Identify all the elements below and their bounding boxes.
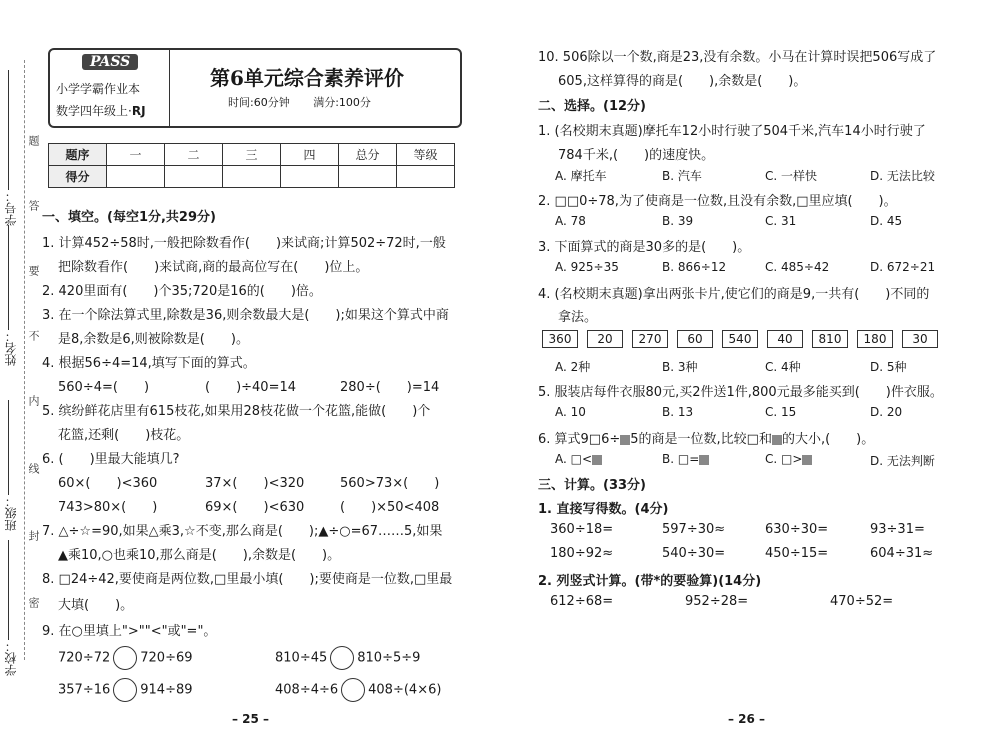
option-b[interactable]: B. 汽车 <box>662 169 702 183</box>
compare-expr: 810÷45 <box>275 650 328 666</box>
number-card[interactable]: 20 <box>587 330 623 348</box>
page-number: – 25 – <box>232 712 270 726</box>
question-line: 4. 根据56÷4=14,填写下面的算式。 <box>42 356 256 371</box>
number-card[interactable]: 540 <box>722 330 758 348</box>
question-line: 560>73×( ) <box>340 476 440 491</box>
question-line: 拿法。 <box>558 310 598 325</box>
option-text: B. □= <box>662 452 700 466</box>
section-choice: 二、选择。(12分) <box>538 99 646 114</box>
score-input-cell[interactable] <box>223 166 281 188</box>
option-d[interactable]: D. 5种 <box>870 360 907 374</box>
name-underline <box>8 225 9 330</box>
seal-word: 不 <box>27 330 40 341</box>
calc-item: 952÷28= <box>685 594 749 609</box>
question-line: 花篮,还剩( )枝花。 <box>58 428 190 443</box>
school-label: 学校： <box>4 640 18 676</box>
option-c[interactable]: C. 一样快 <box>765 169 818 183</box>
option-a[interactable]: A. 摩托车 <box>555 169 607 183</box>
binding-gutter <box>0 0 40 751</box>
option-b[interactable]: B. 13 <box>662 405 694 419</box>
table-cell: 等级 <box>397 144 455 166</box>
question-line: 60×( )<360 <box>58 476 158 491</box>
option-a[interactable]: A. 78 <box>555 214 586 228</box>
seal-word: 内 <box>27 395 40 406</box>
question-line: 4. (名校期末真题)拿出两张卡片,使它们的商是9,一共有( )不同的 <box>538 287 930 302</box>
compare-expr: 408÷(4×6) <box>368 682 442 698</box>
number-card[interactable]: 40 <box>767 330 803 348</box>
number-card[interactable]: 270 <box>632 330 668 348</box>
calc-item: 597÷30≈ <box>662 522 726 537</box>
exam-info <box>228 94 391 110</box>
name-label: 姓名： <box>4 330 18 366</box>
option-a[interactable] <box>555 452 602 466</box>
option-c[interactable]: C. 4种 <box>765 360 801 374</box>
table-cell: 三 <box>223 144 281 166</box>
table-cell: 总分 <box>339 144 397 166</box>
book-grade <box>56 102 146 119</box>
option-a[interactable]: A. 10 <box>555 405 586 419</box>
question-line: 69×( )<630 <box>205 500 305 515</box>
score-input-cell[interactable] <box>107 166 165 188</box>
question-text: 6. 算式9□6÷ <box>538 432 621 447</box>
score-input-cell[interactable] <box>397 166 455 188</box>
sub-section: 2. 列竖式计算。(带*的要验算)(14分) <box>538 574 762 589</box>
table-cell: 四 <box>281 144 339 166</box>
unit-title: 第6单元综合素养评价 <box>210 66 404 90</box>
calc-item: 470÷52= <box>830 594 894 609</box>
compare-expr: 914÷89 <box>140 682 193 698</box>
class-label: 班级： <box>4 495 18 531</box>
table-row <box>49 166 455 188</box>
question-line: ( )×50<408 <box>340 500 440 515</box>
question-line: 560÷4=( ) <box>58 380 150 395</box>
seal-line <box>24 60 25 660</box>
question-line: 2. □□0÷78,为了使商是一位数,且没有余数,□里应填( )。 <box>538 194 897 209</box>
score-input-cell[interactable] <box>165 166 223 188</box>
question-line <box>538 428 874 447</box>
number-card[interactable]: 360 <box>542 330 578 348</box>
table-row <box>49 144 455 166</box>
compare-expr: 357÷16 <box>58 682 111 698</box>
question-line: 37×( )<320 <box>205 476 305 491</box>
option-d[interactable]: D. 45 <box>870 214 903 228</box>
option-text: A. □< <box>555 452 593 466</box>
question-line: 是8,余数是6,则被除数是( )。 <box>58 332 249 347</box>
question-line: 9. 在○里填上">""<"或"="。 <box>42 624 217 639</box>
book-title: 小学学霸作业本 <box>56 82 141 96</box>
class-underline <box>8 400 9 495</box>
gray-square-icon <box>802 455 812 465</box>
question-line: 5. 服装店每件衣服80元,买2件送1件,800元最多能买到( )件衣服。 <box>538 385 943 400</box>
exam-full-score: 满分:100分 <box>313 96 371 109</box>
compare-expr: 720÷69 <box>140 650 193 666</box>
calc-item: 604÷31≈ <box>870 546 934 561</box>
compare-circle[interactable] <box>113 646 137 670</box>
option-d[interactable]: D. 无法判断 <box>870 454 935 468</box>
option-a[interactable]: A. 2种 <box>555 360 591 374</box>
compare-circle[interactable] <box>341 678 365 702</box>
option-d[interactable]: D. 无法比较 <box>870 169 935 183</box>
table-cell: 二 <box>165 144 223 166</box>
seal-word: 封 <box>27 530 40 541</box>
calc-item: 360÷18= <box>550 522 614 537</box>
section-calc: 三、计算。(33分) <box>538 478 646 493</box>
question-line: 2. 420里面有( )个35;720是16的( )倍。 <box>42 284 322 299</box>
question-line: 6. ( )里最大能填几? <box>42 452 180 467</box>
compare-row <box>58 646 193 670</box>
question-line: ( )÷40=14 <box>205 380 297 395</box>
question-line: 1. 计算452÷58时,一般把除数看作( )来试商;计算502÷72时,一般 <box>42 236 446 251</box>
calc-item: 450÷15= <box>765 546 829 561</box>
question-line: 1. (名校期末真题)摩托车12小时行驶了504千米,汽车14小时行驶了 <box>538 124 926 139</box>
question-line: 10. 506除以一个数,商是23,没有余数。小马在计算时误把506写成了 <box>538 50 937 65</box>
compare-expr: 720÷72 <box>58 650 111 666</box>
question-line: 280÷( )=14 <box>340 380 440 395</box>
sub-section: 1. 直接写得数。(4分) <box>538 502 669 517</box>
seal-word: 答 <box>27 200 40 211</box>
question-line: 605,这样算得的商是( ),余数是( )。 <box>558 74 807 89</box>
pass-logo: PASS <box>82 54 138 70</box>
question-text: 的大小,( )。 <box>781 432 875 447</box>
table-cell: 一 <box>107 144 165 166</box>
question-line: 784千米,( )的速度快。 <box>558 148 715 163</box>
book-grade-text: 数学四年级上· <box>56 104 132 118</box>
question-line: 8. □24÷42,要使商是两位数,□里最小填( );要使商是一位数,□里最 <box>42 572 453 587</box>
compare-row <box>275 678 441 702</box>
question-line: 3. 在一个除法算式里,除数是36,则余数最大是( );如果这个算式中商 <box>42 308 449 323</box>
number-card[interactable]: 810 <box>812 330 848 348</box>
option-b[interactable]: B. 39 <box>662 214 694 228</box>
gray-square-icon <box>699 455 709 465</box>
compare-expr: 810÷5÷9 <box>357 650 421 666</box>
calc-item: 540÷30= <box>662 546 726 561</box>
seal-word: 密 <box>27 597 40 608</box>
gray-square-icon <box>620 435 630 445</box>
table-cell: 得分 <box>49 166 107 188</box>
gray-square-icon <box>772 435 782 445</box>
option-d[interactable]: D. 20 <box>870 405 903 419</box>
table-cell: 题序 <box>49 144 107 166</box>
score-input-cell[interactable] <box>339 166 397 188</box>
number-cards <box>542 330 938 348</box>
page-number: – 26 – <box>728 712 766 726</box>
option-d[interactable]: D. 672÷21 <box>870 260 936 274</box>
option-c[interactable]: C. 485÷42 <box>765 260 830 274</box>
gray-square-icon <box>592 455 602 465</box>
option-c[interactable] <box>765 452 812 466</box>
calc-item: 93÷31= <box>870 522 925 537</box>
exam-time: 时间:60分钟 <box>228 96 290 109</box>
question-text: 5的商是一位数,比较□和 <box>630 432 772 447</box>
school-underline <box>8 540 9 640</box>
option-a[interactable]: A. 925÷35 <box>555 260 619 274</box>
score-table <box>48 143 455 188</box>
question-line: 5. 缤纷鲜花店里有615枝花,如果用28枝花做一个花篮,能做( )个 <box>42 404 431 419</box>
book-edition: RJ <box>131 104 146 118</box>
compare-expr: 408÷4÷6 <box>275 682 339 698</box>
option-b[interactable] <box>662 452 709 466</box>
right-page <box>500 0 1000 751</box>
score-input-cell[interactable] <box>281 166 339 188</box>
option-c[interactable]: C. 31 <box>765 214 797 228</box>
number-card[interactable]: 30 <box>902 330 938 348</box>
question-line: 743>80×( ) <box>58 500 158 515</box>
question-line: ▲乘10,○也乘10,那么商是( ),余数是( )。 <box>58 548 341 563</box>
book-info <box>50 50 170 126</box>
compare-row <box>275 646 420 670</box>
option-b[interactable]: B. 866÷12 <box>662 260 727 274</box>
calc-item: 180÷92≈ <box>550 546 614 561</box>
seal-word: 要 <box>27 265 40 276</box>
compare-circle[interactable] <box>113 678 137 702</box>
number-card[interactable]: 180 <box>857 330 893 348</box>
question-line: 大填( )。 <box>58 598 134 613</box>
calc-item: 612÷68= <box>550 594 614 609</box>
number-card[interactable]: 60 <box>677 330 713 348</box>
option-text: C. □> <box>765 452 803 466</box>
seal-word: 题 <box>27 135 40 146</box>
seal-word: 线 <box>27 463 40 474</box>
question-line: 3. 下面算式的商是30多的是( )。 <box>538 240 751 255</box>
section-fill-blank: 一、填空。(每空1分,共29分) <box>42 210 216 225</box>
student-id-label: 学号： <box>4 190 18 226</box>
compare-row <box>58 678 193 702</box>
calc-item: 630÷30= <box>765 522 829 537</box>
question-line: 把除数看作( )来试商,商的最高位写在( )位上。 <box>58 260 369 275</box>
compare-circle[interactable] <box>330 646 354 670</box>
question-line: 7. △÷☆=90,如果△乘3,☆不变,那么商是( );▲÷○=67……5,如果 <box>42 524 443 539</box>
option-b[interactable]: B. 3种 <box>662 360 698 374</box>
student-id-underline <box>8 70 9 190</box>
exam-header <box>48 48 462 128</box>
option-c[interactable]: C. 15 <box>765 405 797 419</box>
